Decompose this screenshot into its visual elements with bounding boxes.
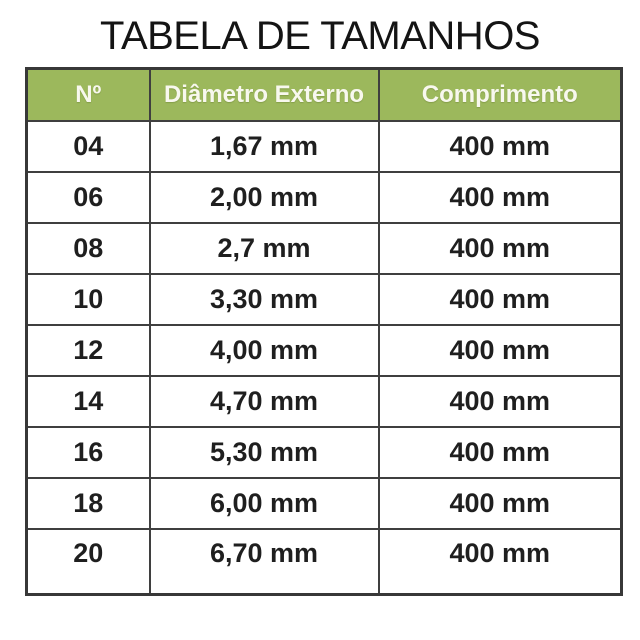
cell-numero: 20 <box>27 529 150 595</box>
cell-diametro: 6,70 mm <box>150 529 379 595</box>
cell-diametro: 4,00 mm <box>150 325 379 376</box>
cell-diametro: 6,00 mm <box>150 478 379 529</box>
table-row <box>27 325 622 376</box>
column-header-numero: Nº <box>27 69 150 122</box>
cell-comprimento: 400 mm <box>379 172 622 223</box>
cell-numero: 10 <box>27 274 150 325</box>
cell-numero: 06 <box>27 172 150 223</box>
cell-comprimento: 400 mm <box>379 223 622 274</box>
cell-comprimento: 400 mm <box>379 529 622 595</box>
cell-numero: 16 <box>27 427 150 478</box>
cell-comprimento: 400 mm <box>379 325 622 376</box>
cell-comprimento: 400 mm <box>379 376 622 427</box>
cell-comprimento: 400 mm <box>379 121 622 172</box>
cell-numero: 04 <box>27 121 150 172</box>
cell-numero: 08 <box>27 223 150 274</box>
column-header-diametro: Diâmetro Externo <box>150 69 379 122</box>
table-row <box>27 274 622 325</box>
table-row <box>27 427 622 478</box>
cell-diametro: 2,00 mm <box>150 172 379 223</box>
cell-comprimento: 400 mm <box>379 427 622 478</box>
cell-comprimento: 400 mm <box>379 478 622 529</box>
cell-diametro: 1,67 mm <box>150 121 379 172</box>
table-row <box>27 376 622 427</box>
table-row <box>27 223 622 274</box>
size-table <box>25 67 623 596</box>
cell-diametro: 5,30 mm <box>150 427 379 478</box>
table-row <box>27 172 622 223</box>
page-title: TABELA DE TAMANHOS <box>99 14 540 58</box>
header-row <box>27 69 622 122</box>
cell-diametro: 3,30 mm <box>150 274 379 325</box>
table-row <box>27 478 622 529</box>
cell-numero: 12 <box>27 325 150 376</box>
cell-comprimento: 400 mm <box>379 274 622 325</box>
column-header-comprimento: Comprimento <box>379 69 622 122</box>
cell-diametro: 4,70 mm <box>150 376 379 427</box>
table-row <box>27 529 622 595</box>
table-row <box>27 121 622 172</box>
cell-diametro: 2,7 mm <box>150 223 379 274</box>
cell-numero: 14 <box>27 376 150 427</box>
cell-numero: 18 <box>27 478 150 529</box>
